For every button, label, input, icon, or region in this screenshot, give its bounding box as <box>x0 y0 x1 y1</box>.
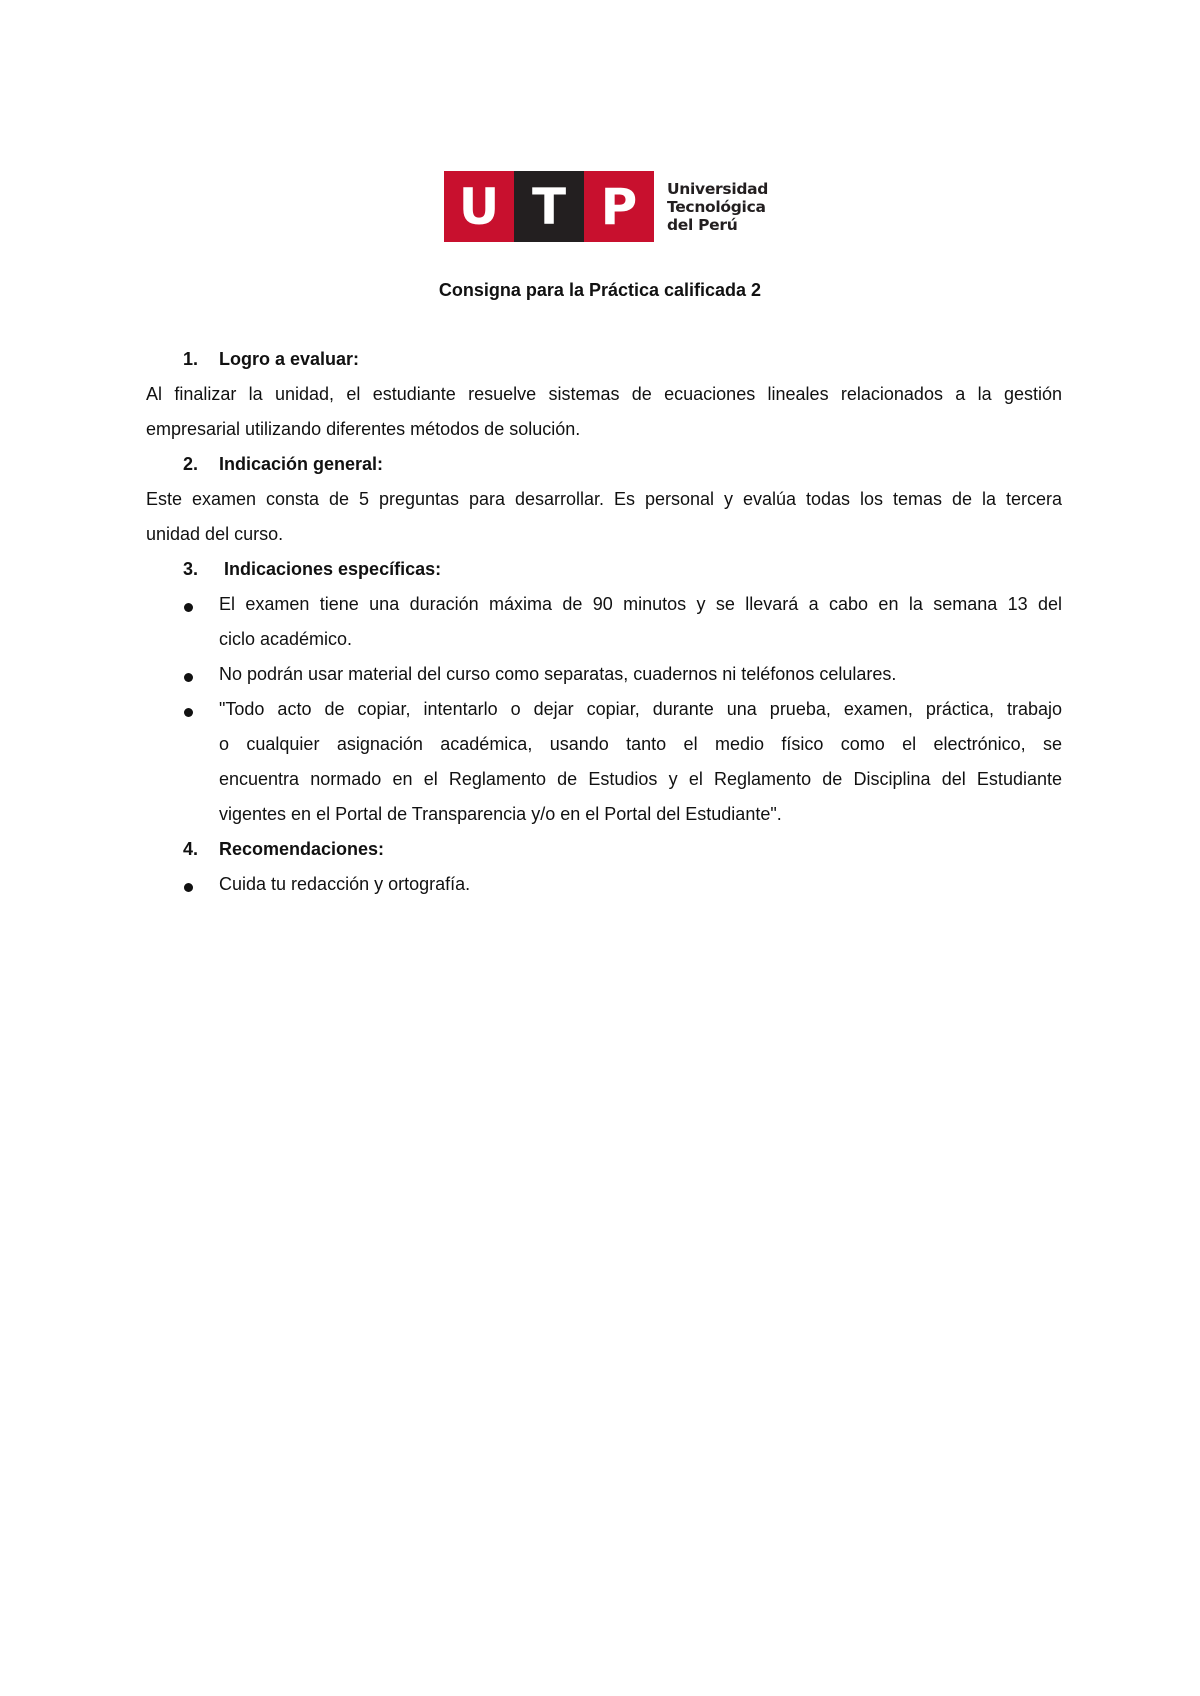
section-3-bullet-3-line-1: "Todo acto de copiar, intentarlo o dejar copiar, durante una prueba, examen, práctica, trabajo <box>219 699 1062 719</box>
section-2-heading: Indicación general: <box>219 454 384 474</box>
bullet-marker <box>184 708 193 717</box>
logo-letter-u: U <box>444 171 514 242</box>
section-2-number: 2. <box>183 454 199 474</box>
section-3-bullet-3-line-3: encuentra normado en el Reglamento de Estudios y el Reglamento de Disciplina del Estudiante <box>219 769 1062 789</box>
bullet-marker <box>184 603 193 612</box>
logo-letter-p: P <box>584 171 654 242</box>
logo-letter-blocks <box>444 171 654 242</box>
section-3-bullet-1-line-1: El examen tiene una duración máxima de 90 minutos y se llevará a cabo en la semana 13 del <box>219 594 1062 614</box>
section-1-number: 1. <box>183 349 199 369</box>
logo-text-line-3: del Perú <box>667 215 738 234</box>
section-1-paragraph-line-1: Al finalizar la unidad, el estudiante resuelve sistemas de ecuaciones lineales relacionados a la gestión <box>146 384 1062 404</box>
section-3-bullet-1-line-2: ciclo académico. <box>219 629 353 649</box>
bullet-marker <box>184 673 193 682</box>
logo-wordmark <box>667 180 768 234</box>
document-title: Consigna para la Práctica calificada 2 <box>438 280 762 300</box>
section-3-bullet-2-line-1: No podrán usar material del curso como separatas, cuadernos ni teléfonos celulares. <box>219 664 897 684</box>
section-3-number: 3. <box>183 559 199 579</box>
logo-text-line-1: Universidad <box>667 179 769 198</box>
section-3-bullet-3-line-4: vigentes en el Portal de Transparencia y/o en el Portal del Estudiante". <box>219 804 782 824</box>
section-1-paragraph-line-2: empresarial utilizando diferentes métodos de solución. <box>146 419 581 439</box>
logo-letter-t: T <box>514 171 584 242</box>
section-1-heading: Logro a evaluar: <box>219 349 360 369</box>
section-3-heading: Indicaciones específicas: <box>224 559 442 579</box>
section-2-paragraph-line-1: Este examen consta de 5 preguntas para desarrollar. Es personal y evalúa todas los temas de la tercera <box>146 489 1062 509</box>
bullet-marker <box>184 883 193 892</box>
section-4-bullet-1-line-1: Cuida tu redacción y ortografía. <box>219 874 471 894</box>
logo-text-line-2: Tecnológica <box>667 197 766 216</box>
utp-logo <box>444 171 774 242</box>
section-4-number: 4. <box>183 839 199 859</box>
section-3-bullet-3-line-2: o cualquier asignación académica, usando tanto el medio físico como el electrónico, se <box>219 734 1062 754</box>
section-4-heading: Recomendaciones: <box>219 839 385 859</box>
section-2-paragraph-line-2: unidad del curso. <box>146 524 284 544</box>
